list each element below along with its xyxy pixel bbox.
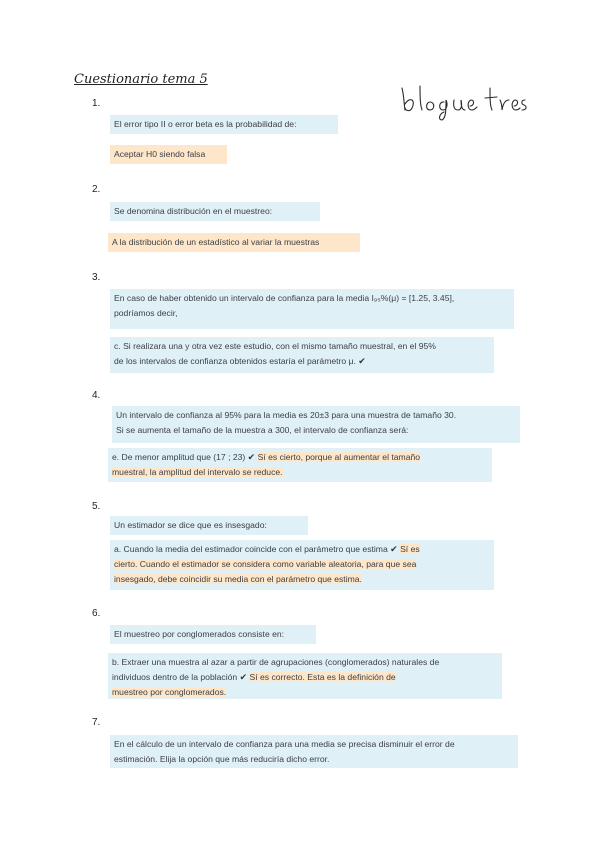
question-line: En el cálculo de un intervalo de confianza para una media se precisa disminuir el error de xyxy=(114,739,455,749)
answer-text xyxy=(110,337,494,373)
question-number: 1. xyxy=(92,98,101,109)
question-text: El error tipo II o error beta es la probabilidad de: xyxy=(110,115,338,134)
question-line: Si se aumenta el tamaño de la muestra a 300, el intervalo de confianza será: xyxy=(116,425,409,435)
question-number: 6. xyxy=(92,608,101,619)
handwritten-note xyxy=(398,78,528,122)
question-line: Un intervalo de confianza al 95% para la media es 20±3 para una muestra de tamaño 30. xyxy=(116,410,457,420)
answer-text xyxy=(108,448,492,482)
answer-text: A la distribución de un estadístico al variar la muestras xyxy=(108,233,360,252)
answer-line: a. Cuando la media del estimador coincide con el parámetro que estima xyxy=(114,544,388,554)
check-icon: ✔ xyxy=(247,452,256,462)
answer-text xyxy=(110,540,494,590)
answer-text: Aceptar H0 siendo falsa xyxy=(110,145,227,164)
answer-text xyxy=(108,653,502,699)
answer-line: b. Extraer una muestra al azar a partir de agrupaciones (conglomerados) naturales de xyxy=(112,657,440,667)
answer-line: individuos dentro de la población xyxy=(112,672,238,682)
question-line: podríamos decir, xyxy=(114,308,178,318)
question-line: En caso de haber obtenido un intervalo de confianza para la media I₉₅%(μ) = [1.25, 3.45], xyxy=(114,293,455,303)
page-title: Cuestionario tema 5 xyxy=(74,72,208,87)
question-number: 4. xyxy=(92,390,101,401)
check-icon: ✔ xyxy=(390,544,398,554)
feedback-text: Sí es cierto, porque al aumentar el tamaño xyxy=(257,452,421,462)
check-icon: ✔ xyxy=(358,356,366,366)
question-text: El muestreo por conglomerados consiste en: xyxy=(110,625,316,644)
question-text: Un estimador se dice que es insesgado: xyxy=(110,516,308,535)
feedback-text: cierto. Cuando el estimador se considera como variable aleatoria, para que sea xyxy=(114,559,417,569)
feedback-text: muestreo por conglomerados. xyxy=(112,687,227,697)
question-text xyxy=(112,406,520,443)
feedback-text: Sí es xyxy=(400,544,420,554)
question-line: estimación. Elija la opción que más reduciría dicho error. xyxy=(114,754,330,764)
feedback-text: insesgado, debe coincidir su media con el parámetro que estima. xyxy=(114,574,362,584)
feedback-text: muestral, la amplitud del intervalo se reduce. xyxy=(112,467,283,477)
question-number: 5. xyxy=(92,501,101,512)
question-number: 3. xyxy=(92,272,101,283)
answer-line: c. Si realizara una y otra vez este estudio, con el mismo tamaño muestral, en el 95% xyxy=(114,341,436,351)
check-icon: ✔ xyxy=(239,672,248,682)
answer-line: de los intervalos de confianza obtenidos estaría el parámetro μ. xyxy=(114,356,356,366)
question-number: 7. xyxy=(92,717,101,728)
answer-line: e. De menor amplitud que (17 ; 23) xyxy=(112,452,246,462)
question-text xyxy=(110,735,518,768)
feedback-text: Sí es correcto. Esta es la definición de xyxy=(249,672,396,682)
question-text xyxy=(110,289,514,329)
question-number: 2. xyxy=(92,184,101,195)
question-text: Se denomina distribución en el muestreo: xyxy=(110,202,320,221)
